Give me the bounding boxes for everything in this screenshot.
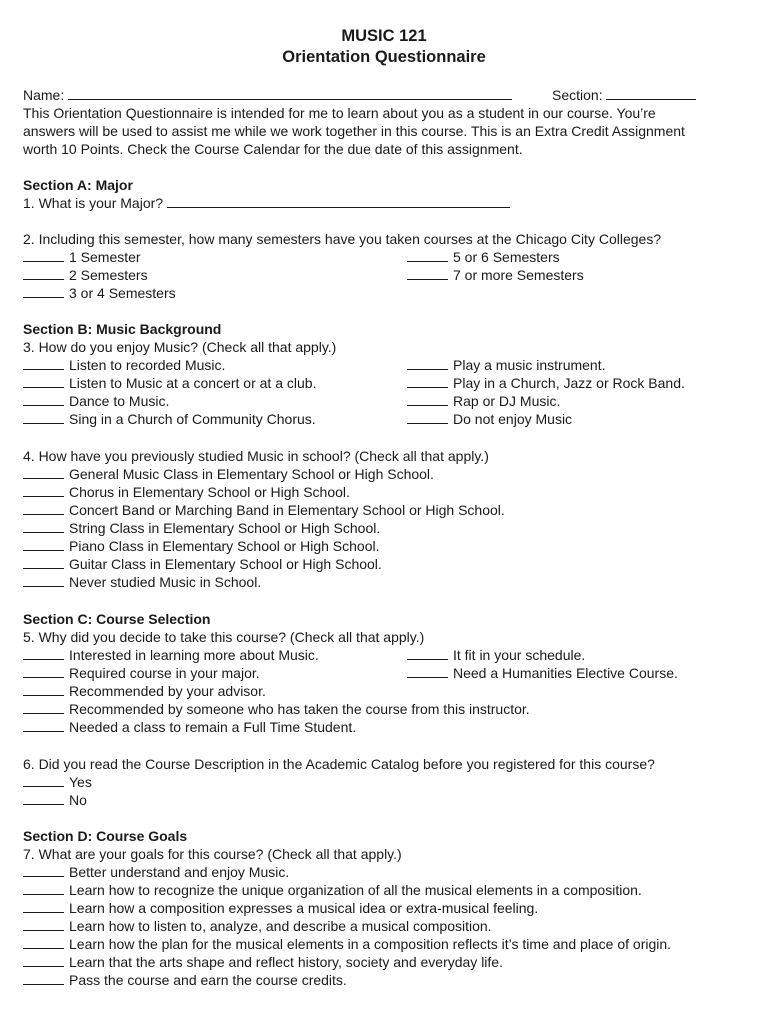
q5-option[interactable]: Required course in your major.	[23, 664, 260, 682]
q3-option[interactable]: Rap or DJ Music.	[407, 392, 560, 410]
q3-option[interactable]: Do not enjoy Music	[407, 410, 572, 428]
checkbox-blank[interactable]	[23, 520, 64, 533]
q3-option[interactable]: Dance to Music.	[23, 392, 169, 410]
option-1-semester[interactable]: 1 Semester	[23, 248, 141, 266]
q7-option[interactable]: Learn how to recognize the unique organization of all the musical elements in a composition.	[23, 881, 642, 899]
intro-line: This Orientation Questionnaire is intended for me to learn about you as a student in our course. You’re	[23, 105, 656, 121]
q6-option-yes[interactable]: Yes	[23, 773, 92, 791]
q3-option[interactable]: Listen to Music at a concert or at a club.	[23, 374, 316, 392]
checkbox-blank[interactable]	[23, 249, 64, 262]
checkbox-blank[interactable]	[407, 393, 448, 406]
checkbox-blank[interactable]	[23, 647, 64, 660]
question-5: 5. Why did you decide to take this course? (Check all that apply.)	[23, 629, 425, 645]
checkbox-blank[interactable]	[23, 665, 64, 678]
checkbox-blank[interactable]	[23, 701, 64, 714]
q6-option-no[interactable]: No	[23, 791, 87, 809]
q5-option[interactable]: It fit in your schedule.	[407, 646, 585, 664]
checkbox-blank[interactable]	[23, 900, 64, 913]
q4-option[interactable]: General Music Class in Elementary School or High School.	[23, 465, 434, 483]
section-row	[552, 86, 696, 104]
section-label: Section:	[552, 87, 603, 103]
checkbox-blank[interactable]	[23, 556, 64, 569]
checkbox-blank[interactable]	[23, 719, 64, 732]
checkbox-blank[interactable]	[23, 936, 64, 949]
name-row	[23, 86, 512, 104]
question-2: 2. Including this semester, how many semesters have you taken courses at the Chicago City Colleges?	[23, 231, 662, 247]
q7-option[interactable]: Better understand and enjoy Music.	[23, 863, 289, 881]
name-field[interactable]	[68, 86, 512, 100]
section-c-heading: Section C: Course Selection	[23, 611, 211, 627]
checkbox-blank[interactable]	[23, 375, 64, 388]
option-3-4-semesters[interactable]: 3 or 4 Semesters	[23, 284, 176, 302]
intro-line: worth 10 Points. Check the Course Calendar for the due date of this assignment.	[23, 141, 523, 157]
checkbox-blank[interactable]	[23, 466, 64, 479]
q3-option[interactable]: Sing in a Church of Community Chorus.	[23, 410, 316, 428]
q4-option[interactable]: String Class in Elementary School or High School.	[23, 519, 380, 537]
checkbox-blank[interactable]	[23, 267, 64, 280]
q7-option[interactable]: Pass the course and earn the course credits.	[23, 971, 347, 989]
q4-option[interactable]: Never studied Music in School.	[23, 573, 261, 591]
checkbox-blank[interactable]	[407, 267, 448, 280]
q5-option[interactable]: Interested in learning more about Music.	[23, 646, 319, 664]
option-7-semesters[interactable]: 7 or more Semesters	[407, 266, 584, 284]
document-title: Orientation Questionnaire	[282, 48, 486, 66]
question-4: 4. How have you previously studied Music in school? (Check all that apply.)	[23, 448, 489, 464]
section-a-heading: Section A: Major	[23, 177, 133, 193]
q7-option[interactable]: Learn that the arts shape and reflect history, society and everyday life.	[23, 953, 503, 971]
checkbox-blank[interactable]	[23, 882, 64, 895]
name-label: Name:	[23, 87, 65, 103]
q4-option[interactable]: Chorus in Elementary School or High School.	[23, 483, 350, 501]
intro-line: answers will be used to assist me while we work together in this course. This is an Extra Credit Assignment	[23, 123, 685, 139]
checkbox-blank[interactable]	[407, 665, 448, 678]
q3-option[interactable]: Listen to recorded Music.	[23, 356, 225, 374]
checkbox-blank[interactable]	[23, 538, 64, 551]
major-answer-field[interactable]	[167, 194, 510, 208]
checkbox-blank[interactable]	[23, 574, 64, 587]
course-title: MUSIC 121	[341, 27, 427, 45]
checkbox-blank[interactable]	[407, 375, 448, 388]
q5-option[interactable]: Needed a class to remain a Full Time Student.	[23, 718, 356, 736]
checkbox-blank[interactable]	[407, 249, 448, 262]
question-1	[23, 194, 510, 212]
q7-option[interactable]: Learn how the plan for the musical elements in a composition reflects it’s time and place of origin.	[23, 935, 671, 953]
question-1-text: 1. What is your Major?	[23, 195, 164, 211]
section-d-heading: Section D: Course Goals	[23, 828, 188, 844]
checkbox-blank[interactable]	[23, 954, 64, 967]
question-6: 6. Did you read the Course Description in the Academic Catalog before you registered for this course?	[23, 756, 655, 772]
q4-option[interactable]: Piano Class in Elementary School or High School.	[23, 537, 380, 555]
question-7: 7. What are your goals for this course? (Check all that apply.)	[23, 846, 402, 862]
checkbox-blank[interactable]	[407, 411, 448, 424]
checkbox-blank[interactable]	[23, 683, 64, 696]
q5-option[interactable]: Need a Humanities Elective Course.	[407, 664, 678, 682]
q3-option[interactable]: Play in a Church, Jazz or Rock Band.	[407, 374, 685, 392]
q5-option[interactable]: Recommended by someone who has taken the course from this instructor.	[23, 700, 530, 718]
checkbox-blank[interactable]	[23, 393, 64, 406]
section-field[interactable]	[606, 86, 696, 100]
question-3: 3. How do you enjoy Music? (Check all that apply.)	[23, 339, 337, 355]
checkbox-blank[interactable]	[23, 774, 64, 787]
checkbox-blank[interactable]	[23, 918, 64, 931]
section-b-heading: Section B: Music Background	[23, 321, 222, 337]
option-5-6-semesters[interactable]: 5 or 6 Semesters	[407, 248, 560, 266]
q4-option[interactable]: Guitar Class in Elementary School or High School.	[23, 555, 382, 573]
checkbox-blank[interactable]	[23, 484, 64, 497]
checkbox-blank[interactable]	[23, 792, 64, 805]
checkbox-blank[interactable]	[407, 357, 448, 370]
checkbox-blank[interactable]	[23, 411, 64, 424]
checkbox-blank[interactable]	[23, 864, 64, 877]
option-2-semesters[interactable]: 2 Semesters	[23, 266, 148, 284]
checkbox-blank[interactable]	[23, 972, 64, 985]
checkbox-blank[interactable]	[23, 502, 64, 515]
q7-option[interactable]: Learn how a composition expresses a musical idea or extra-musical feeling.	[23, 899, 538, 917]
checkbox-blank[interactable]	[23, 357, 64, 370]
q3-option[interactable]: Play a music instrument.	[407, 356, 606, 374]
checkbox-blank[interactable]	[23, 285, 64, 298]
q4-option[interactable]: Concert Band or Marching Band in Elementary School or High School.	[23, 501, 505, 519]
q7-option[interactable]: Learn how to listen to, analyze, and describe a musical composition.	[23, 917, 492, 935]
checkbox-blank[interactable]	[407, 647, 448, 660]
q5-option[interactable]: Recommended by your advisor.	[23, 682, 266, 700]
